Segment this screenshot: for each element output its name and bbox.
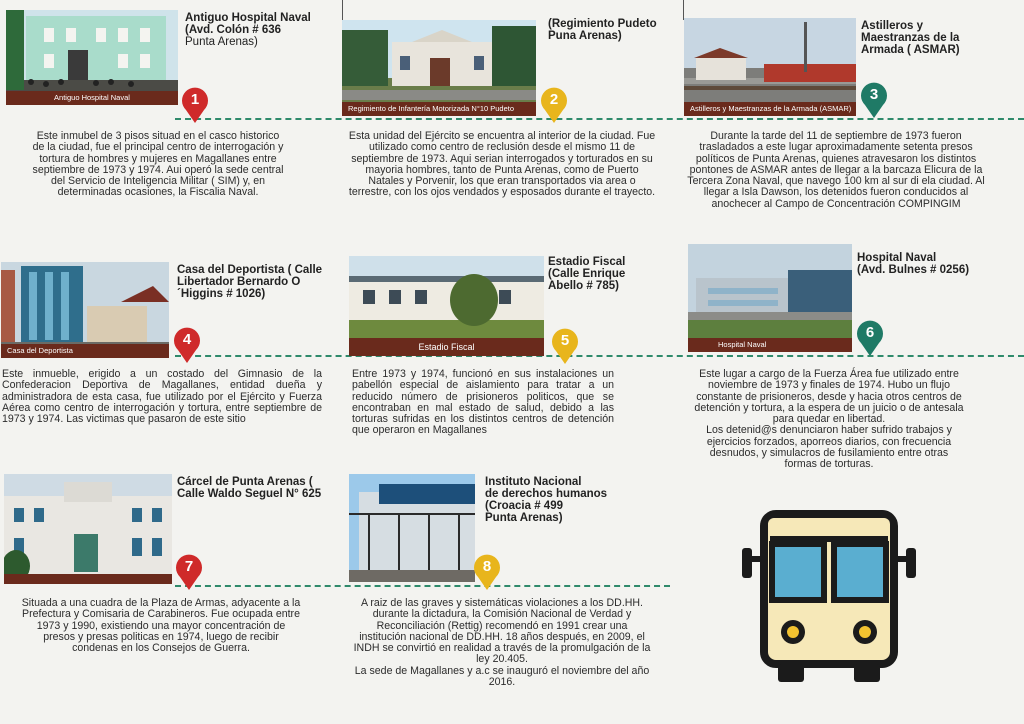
site-title: Cárcel de Punta Arenas ( Calle Waldo Seguel N° 625 <box>177 476 322 500</box>
site-title: Astilleros y Maestranzas de la Armada ( ASMAR) <box>861 20 960 56</box>
site-title: Casa del Deportista ( Calle Libertador Bernardo O ´Higgins # 1026) <box>177 264 323 300</box>
site-description: A raiz de las graves y sistemáticas violaciones a los DD.HH. durante la dictadura, la Comisión Nacional de Verdad y Reconciliación (Rettig) recomendó en 1991 crear una institución nacional de DD.HH. 18 años después, en 2009, el INDH se convirtió en realidad a través de la promulgación de la ley 20.405. La sede de Magallanes y a.c se inauguró el noviembre del año 2016. <box>353 597 651 689</box>
photo-estadio-fiscal <box>349 256 544 356</box>
site-title: Hospital Naval (Avd. Bulnes # 0256) <box>857 252 970 276</box>
photo-antiguo-hospital-naval <box>6 10 178 105</box>
site-number: 7 <box>184 558 194 575</box>
site-title: (Regimiento Pudeto Puna Arenas) <box>548 18 657 42</box>
route-line-row2 <box>175 355 1024 357</box>
map-pin-icon <box>550 326 580 364</box>
site-number: 6 <box>865 324 875 341</box>
site-description: Este inmubel de 3 pisos situad en el casco historico de la ciudad, fue el principal centro de interrogación y tortura de hombres y mujeres en Magallanes entre septiembre de 1973 y 1974. Aui operó la sede central del Servicio de Inteligencia Militar ( SIM) y, en determinadas ocasiones, la Fiscalia Naval. <box>32 130 284 199</box>
photo-carcel-punta-arenas <box>4 474 172 584</box>
photo-caption: Hospital Naval <box>688 338 852 352</box>
site-number: 8 <box>482 558 492 575</box>
site-description: Situada a una cuadra de la Plaza de Armas, adyacente a la Prefectura y Comisaria de Carabineros. Fue ocupada entre 1973 y 1990, existiendo una mayor concentración de presos y presas politicas en 1974, luego de recibir condenas en los Consejos de Guerra. <box>21 597 301 655</box>
map-pin-icon <box>539 85 569 123</box>
site-description: Durante la tarde del 11 de septiembre de 1973 fueron trasladados a este lugar aproximadamente setenta presos políticos de Punta Arenas, quienes atravesaron los distintos pontones de ASMAR antes de llegar a la barcaza Elicura de la Tercera Zona Naval, que navego 100 km al sur di ela ciudad. Al llegar a Isla Dawson, los detenidos fueron conducidos al anochecer al Campo de Concentración COMPINGIM <box>687 130 985 210</box>
site-number: 4 <box>182 331 192 348</box>
map-pin-icon <box>174 552 204 590</box>
photo-asmar <box>684 18 856 116</box>
photo-caption: Regimiento de Infantería Motorizada N°10 Pudeto <box>342 102 536 116</box>
divider <box>683 0 684 20</box>
map-pin-icon <box>859 80 889 118</box>
divider <box>342 0 343 20</box>
site-description: Este inmueble, erigido a un costado del Gimnasio de la Confederacion Deportiva de Magallanes, entidad dueña y administradora de esta casa, fue utilizado por el Ejército y Fuerza Aérea como centro de interrogación y tortura, entre septiembre de 1973 y 1974. Las victimas que pasaron de este sitio <box>2 368 322 426</box>
photo-casa-del-deportista <box>1 262 169 358</box>
map-pin-icon <box>172 325 202 363</box>
map-pin-icon <box>855 318 885 356</box>
photo-caption: Astilleros y Maestranzas de la Armada (ASMAR) <box>684 102 856 116</box>
route-line-row1 <box>175 118 1024 120</box>
bus-icon <box>742 508 916 684</box>
site-number: 5 <box>560 332 570 349</box>
map-pin-icon <box>180 85 210 123</box>
photo-caption: Estadio Fiscal <box>349 338 544 356</box>
photo-instituto-derechos-humanos <box>349 474 475 582</box>
photo-hospital-naval <box>688 244 852 352</box>
site-description: Este lugar a cargo de la Fuerza Área fue utilizado entre noviembre de 1973 y finales de 1974. Hubo un flujo constante de prisioneros, desde y hacia otros centros de detención y tortura, a la espera de un juicio o de antesala para quedar en libertad. Los detenid@s denunciaron haber sufrido trabajos y ejercicios forzados, aporreos diarios, con frecuencia desnudos, y simulacros de fusilamiento entre otras formas de torturas. <box>694 368 964 471</box>
site-number: 1 <box>190 91 200 108</box>
site-description: Entre 1973 y 1974, funcionó en sus instalaciones un pabellón especial de aislamiento para tratar a un reducido número de prisioneros politicos, que se encontraban en mal estado de salud, debido a las torturas sufridas en los distintos centros de detención que operaron en Magallanes <box>352 368 614 437</box>
photo-regimiento-pudeto <box>342 20 536 116</box>
photo-caption: Casa del Deportista <box>1 344 169 358</box>
site-title: Antiguo Hospital Naval (Avd. Colón # 636 Punta Arenas) <box>185 12 311 48</box>
site-title: Instituto Nacional de derechos humanos (Croacia # 499 Punta Arenas) <box>485 476 608 524</box>
photo-caption: Antiguo Hospital Naval <box>6 91 178 105</box>
route-line-row3 <box>175 585 670 587</box>
site-number: 3 <box>869 86 879 103</box>
site-title: Estadio Fiscal (Calle Enrique Abello # 785) <box>548 256 626 292</box>
map-pin-icon <box>472 552 502 590</box>
site-description: Esta unidad del Ejército se encuentra al interior de la ciudad. Fue utilizado como centro de reclusión desde el mismo 11 de septiembre de 1973. Aqui serian interrogados y torturados en su mayoria hombres, tanto de Punta Arenas, como de Puerto Natales y Porvenir, los que eran transportados via area o terrestre, con los ojos vendados y esposados durante el trayecto. <box>348 130 656 199</box>
site-number: 2 <box>549 91 559 108</box>
